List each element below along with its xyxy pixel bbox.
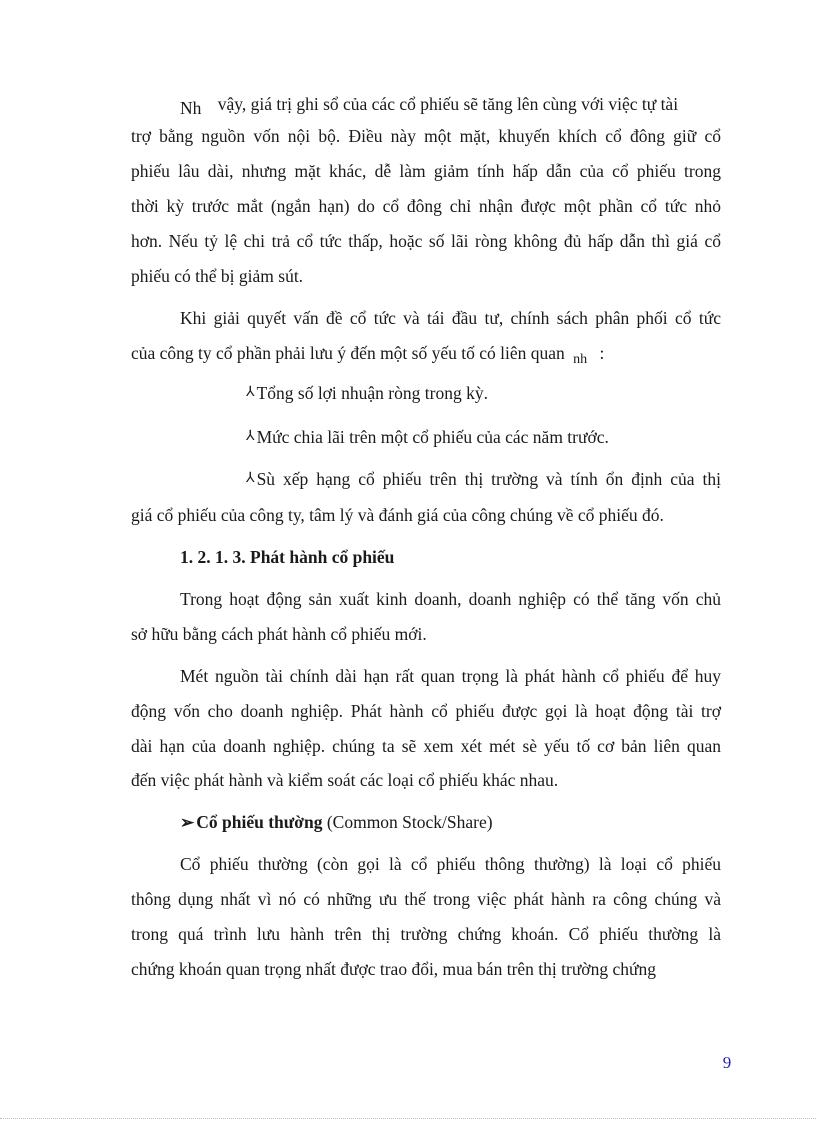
bullet-icon: ⅄	[246, 429, 255, 444]
subheading-rest: (Common Stock/Share)	[322, 812, 493, 832]
paragraph-4-line-2: động vốn cho doanh nghiệp. Phát hành cổ phiếu được gọi là hoạt động tài trợ	[131, 701, 721, 721]
paragraph-1-line-3: phiếu lâu dài, nhưng mặt khác, dễ làm giảm tính hấp dẫn của cổ phiếu trong	[131, 161, 721, 181]
bullet-item-2-text: Mức chia lãi trên một cổ phiếu của các năm trước.	[256, 427, 609, 447]
paragraph-2-line-2-text: của công ty cổ phần phải lưu ý đến một số yếu tố có liên quan	[131, 343, 565, 363]
paragraph-4-line-1: Mét nguồn tài chính dài hạn rất quan trọng là phát hành cổ phiếu để huy	[180, 666, 721, 686]
arrow-bullet-icon: ➢	[180, 813, 195, 832]
paragraph-1-line-1-text: vậy, giá trị ghi sổ của các cổ phiếu sẽ tăng lên cùng với việc tự tài	[217, 94, 679, 114]
bullet-item-1-text: Tổng số lợi nhuận ròng trong kỳ.	[256, 383, 488, 403]
paragraph-4-line-3: dài hạn của doanh nghiệp. chúng ta sẽ xem xét mét sè yếu tố cơ bản liên quan	[131, 736, 721, 756]
paragraph-3-line-1: Trong hoạt động sản xuất kinh doanh, doanh nghiệp có thể tăng vốn chủ	[180, 589, 721, 609]
footer-divider	[0, 1118, 816, 1119]
paragraph-1-line-6: phiếu có thể bị giảm sút.	[131, 266, 304, 286]
section-heading: 1. 2. 1. 3. Phát hành cổ phiếu	[180, 547, 395, 567]
paragraph-5-line-3: trong quá trình lưu hành trên thị trường chứng khoán. Cổ phiếu thường là	[131, 924, 721, 944]
paragraph-1-line-5: hơn. Nếu tỷ lệ chi trả cổ tức thấp, hoặc số lãi ròng không đủ hấp dẫn thì giá cổ	[131, 231, 721, 251]
subheading-bold: Cổ phiếu thường	[196, 812, 323, 832]
paragraph-1-line-2: trợ bằng nguồn vốn nội bộ. Điều này một mặt, khuyến khích cổ đông giữ cổ	[131, 126, 721, 146]
bullet-item-3-line-2: giá cổ phiếu của công ty, tâm lý và đánh giá của công chúng về cổ phiếu đó.	[131, 505, 664, 525]
paragraph-1-line-1	[180, 92, 721, 116]
bullet-item-1	[246, 381, 488, 408]
bullet-icon: ⅄	[246, 385, 255, 400]
paragraph-2-line-2-small: nh	[573, 352, 588, 367]
paragraph-4-line-4: đến việc phát hành và kiểm soát các loại cổ phiếu khác nhau.	[131, 770, 559, 790]
paragraph-3-line-2: sở hữu bằng cách phát hành cổ phiếu mới.	[131, 624, 427, 644]
paragraph-5-line-1: Cổ phiếu thường (còn gọi là cổ phiếu thông thường) là loại cổ phiếu	[180, 854, 721, 874]
paragraph-2-line-2	[131, 341, 604, 368]
paragraph-5-line-4: chứng khoán quan trọng nhất được trao đổi, mua bán trên thị trường chứng	[131, 959, 656, 979]
bullet-icon: ⅄	[246, 471, 255, 486]
paragraph-1-line-4: thời kỳ trước mắt (ngắn hạn) do cổ đông chỉ nhận được một phần cổ tức nhỏ	[131, 196, 721, 216]
subheading-common-stock	[180, 810, 493, 835]
paragraph-2-line-2-end: :	[599, 343, 605, 363]
bullet-item-3-text: Sù xếp hạng cổ phiếu trên thị trường và tính ổn định của thị	[256, 469, 721, 489]
bullet-item-3-line-1	[246, 467, 721, 494]
paragraph-5-line-2: thông dụng nhất vì nó có những ưu thế trong việc phát hành ra công chúng và	[131, 889, 721, 909]
page-number: 9	[722, 1053, 732, 1072]
bullet-item-2	[246, 425, 609, 452]
paragraph-1-lead: Nh	[180, 98, 202, 118]
paragraph-2-line-1: Khi giải quyết vấn đề cổ tức và tái đầu tư, chính sách phân phối cổ tức	[180, 308, 721, 328]
